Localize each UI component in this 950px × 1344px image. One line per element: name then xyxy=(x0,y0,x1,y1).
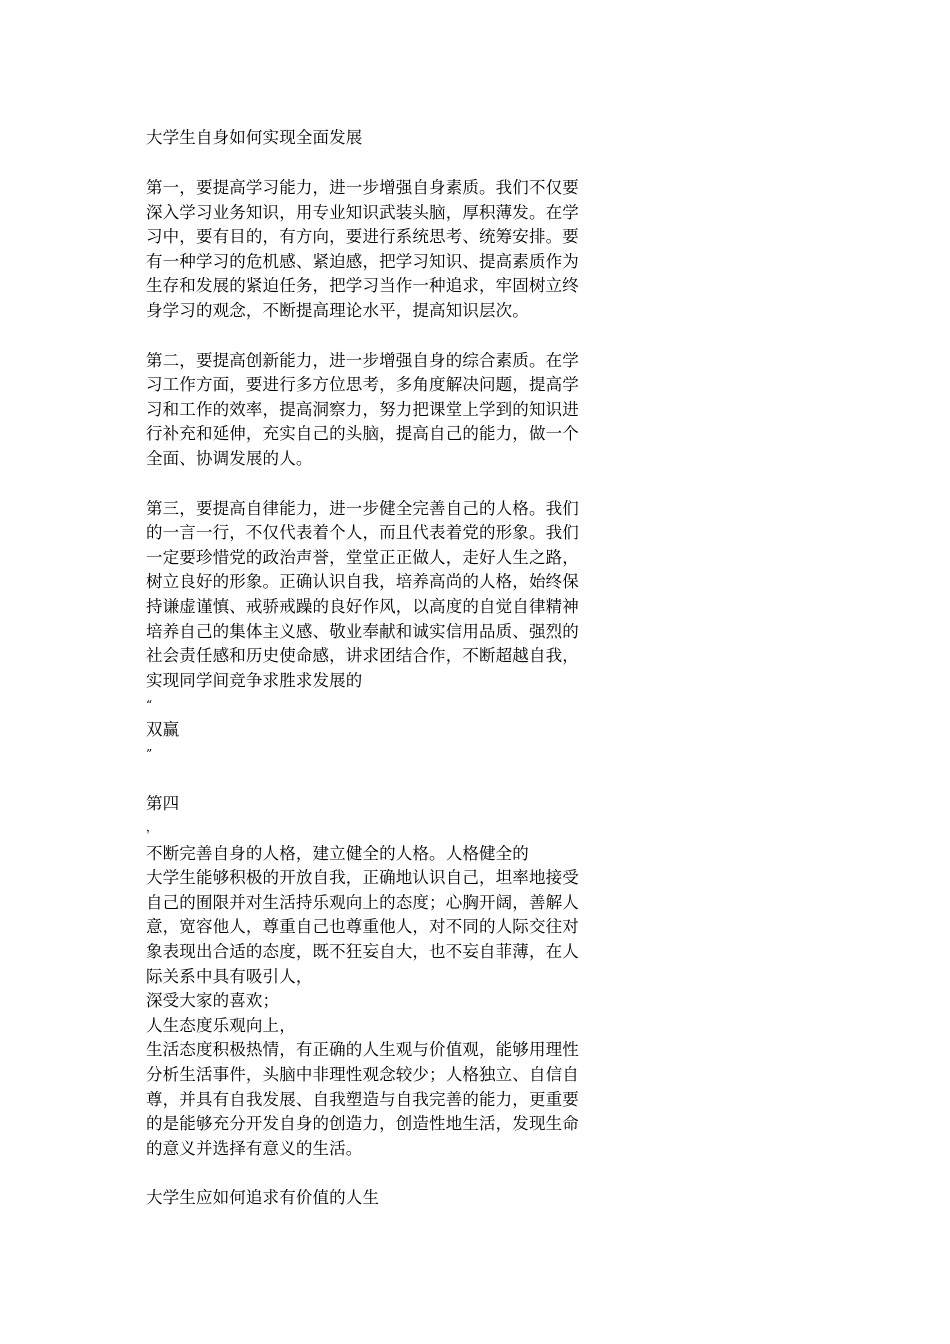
paragraph-2-line: 习工作方面，要进行多方位思考，多角度解决问题，提高学 xyxy=(146,375,579,395)
open-quote: “ xyxy=(146,698,153,712)
paragraph-1-line: 深入学习业务知识，用专业知识武装头脑，厚积薄发。在学 xyxy=(146,202,579,222)
paragraph-4-line: 际关系中具有吸引人， xyxy=(146,966,313,986)
paragraph-4-line: 深受大家的喜欢； xyxy=(146,991,280,1011)
paragraph-4-line: 尊，并具有自我发展、自我塑造与自我完善的能力，更重要 xyxy=(146,1089,579,1109)
paragraph-1-line: 生存和发展的紧迫任务，把学习当作一种追求，牢固树立终 xyxy=(146,276,579,296)
paragraph-2-line: 全面、协调发展的人。 xyxy=(146,448,313,468)
paragraph-3-line: 培养自己的集体主义感、敬业奉献和诚实信用品质、强烈的 xyxy=(146,621,579,641)
paragraph-4-line: 分析生活事件，头脑中非理性观念较少；人格独立、自信自 xyxy=(146,1064,579,1084)
paragraph-3-line: 社会责任感和历史使命感，讲求团结合作，不断超越自我， xyxy=(146,646,579,666)
paragraph-3-line: 的一言一行，不仅代表着个人，而且代表着党的形象。我们 xyxy=(146,523,579,543)
paragraph-1-line: 有一种学习的危机感、紧迫感，把学习知识、提高素质作为 xyxy=(146,251,579,271)
paragraph-4-line: 的是能够充分开发自身的创造力，创造性地生活，发现生命 xyxy=(146,1114,579,1134)
paragraph-2-line: 习和工作的效率，提高洞察力，努力把课堂上学到的知识进 xyxy=(146,399,579,419)
paragraph-1-line: 习中，要有目的，有方向，要进行系统思考、统筹安排。要 xyxy=(146,227,579,247)
paragraph-1-line: 第一，要提高学习能力，进一步增强自身素质。我们不仅要 xyxy=(146,178,579,197)
paragraph-2-line: 第二，要提高创新能力，进一步增强自身的综合素质。在学 xyxy=(146,350,579,370)
paragraph-3-line: 一定要珍惜党的政治声誉，堂堂正正做人，走好人生之路， xyxy=(146,547,579,567)
paragraph-3-line: 树立良好的形象。正确认识自我，培养高尚的人格，始终保 xyxy=(146,572,579,592)
paragraph-4-line: 大学生能够积极的开放自我，正确地认识自己，坦率地接受 xyxy=(146,868,579,888)
document-title: 大学生自身如何实现全面发展 xyxy=(146,128,363,147)
paragraph-4-line: 不断完善自身的人格，建立健全的人格。人格健全的 xyxy=(146,843,529,863)
paragraph-4-line: 象表现出合适的态度，既不狂妄自大，也不妄自菲薄，在人 xyxy=(146,941,579,961)
section-heading: 大学生应如何追求有价值的人生 xyxy=(146,1188,380,1207)
paragraph-3-line: 实现同学间竞争求胜求发展的 xyxy=(146,670,363,690)
paragraph-3-line: 持谦虚谨慎、戒骄戒躁的良好作风，以高度的自觉自律精神 xyxy=(146,596,579,616)
paragraph-2-line: 行补充和延伸，充实自己的头脑，提高自己的能力，做一个 xyxy=(146,424,579,444)
paragraph-4-line: 自己的囿限并对生活持乐观向上的态度；心胸开阔，善解人 xyxy=(146,892,579,912)
paragraph-4-line: 人生态度乐观向上， xyxy=(146,1015,296,1035)
paragraph-3-line: 第三，要提高自律能力，进一步健全完善自己的人格。我们 xyxy=(146,498,579,518)
paragraph-4-line: 第四 xyxy=(146,794,180,813)
paragraph-4-line: 生活态度积极热情，有正确的人生观与价值观，能够用理性 xyxy=(146,1040,579,1060)
paragraph-3-line: 双赢 xyxy=(146,720,180,739)
paragraph-4-line: 意，宽容他人，尊重自己也尊重他人，对不同的人际交往对 xyxy=(146,917,579,937)
paragraph-4-line: 的意义并选择有意义的生活。 xyxy=(146,1138,363,1158)
paragraph-1-line: 身学习的观念，不断提高理论水平，提高知识层次。 xyxy=(146,301,529,320)
close-quote: ” xyxy=(146,747,153,761)
comma: ， xyxy=(146,820,159,834)
